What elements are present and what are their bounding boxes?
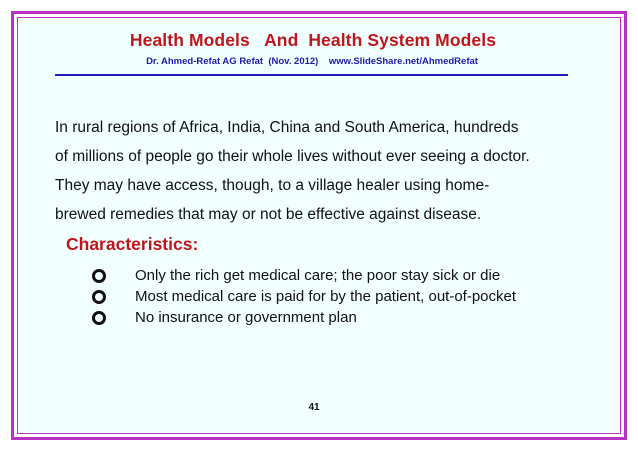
- characteristics-list: [92, 265, 516, 328]
- circle-bullet-icon: [92, 269, 106, 283]
- paragraph-line: of millions of people go their whole lives without ever seeing a doctor.: [55, 148, 530, 165]
- intro-paragraph: [55, 113, 595, 229]
- page-number: 41: [308, 402, 320, 413]
- paragraph-line: They may have access, though, to a village healer using home-: [55, 177, 490, 194]
- header-divider: [55, 74, 568, 76]
- list-item: [92, 307, 516, 328]
- slide-subtitle: Dr. Ahmed-Refat AG Refat (Nov. 2012) www.SlideShare.net/AhmedRefat: [146, 56, 478, 67]
- list-item: [92, 265, 516, 286]
- characteristics-heading: Characteristics:: [66, 234, 199, 254]
- paragraph-line: brewed remedies that may or not be effective against disease.: [55, 206, 482, 223]
- list-item-text: No insurance or government plan: [135, 309, 357, 326]
- circle-bullet-icon: [92, 311, 106, 325]
- slide-title: Health Models And Health System Models: [129, 30, 497, 50]
- circle-bullet-icon: [92, 290, 106, 304]
- list-item-text: Only the rich get medical care; the poor stay sick or die: [135, 267, 501, 284]
- paragraph-line: In rural regions of Africa, India, China and South America, hundreds: [55, 119, 519, 136]
- list-item-text: Most medical care is paid for by the patient, out-of-pocket: [135, 288, 517, 305]
- list-item: [92, 286, 516, 307]
